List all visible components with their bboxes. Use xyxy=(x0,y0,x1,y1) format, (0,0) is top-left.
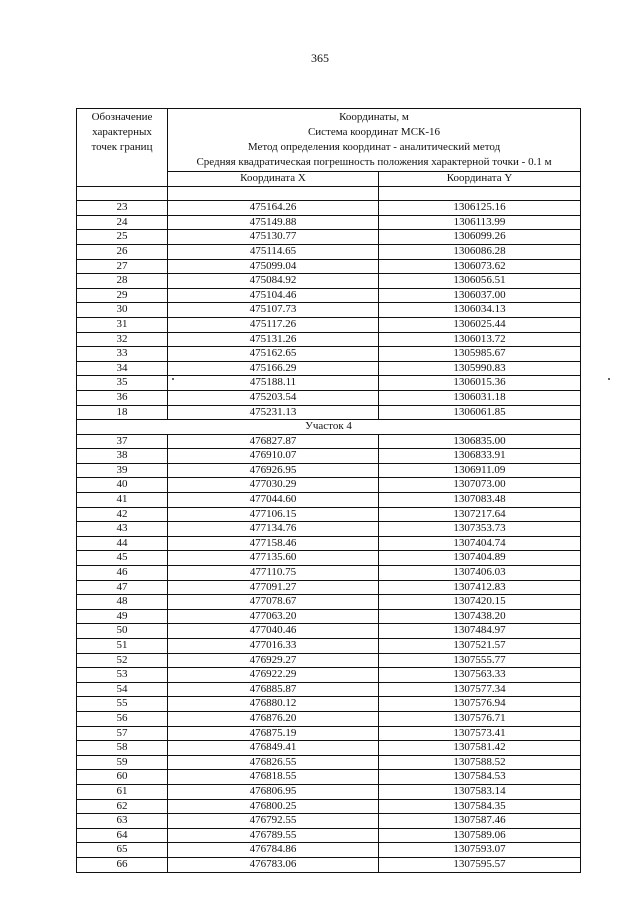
table-row xyxy=(77,536,581,551)
coord-y-cell: 1307576.71 xyxy=(379,711,581,726)
coord-y-cell: 1307412.83 xyxy=(379,580,581,595)
point-number-cell: 27 xyxy=(77,259,168,274)
table-row xyxy=(77,828,581,843)
coord-y-cell: 1307073.00 xyxy=(379,478,581,493)
point-number-cell: 24 xyxy=(77,215,168,230)
coord-x-cell: 477016.33 xyxy=(168,639,379,654)
coord-x-cell: 477106.15 xyxy=(168,507,379,522)
coord-y-cell: 1306025.44 xyxy=(379,317,581,332)
coord-y-cell: 1307521.57 xyxy=(379,639,581,654)
coord-x-cell: 477134.76 xyxy=(168,522,379,537)
coord-y-cell: 1306125.16 xyxy=(379,201,581,216)
point-number-cell: 31 xyxy=(77,317,168,332)
coord-x-cell: 477158.46 xyxy=(168,536,379,551)
point-number-cell: 38 xyxy=(77,449,168,464)
coord-y-cell: 1306113.99 xyxy=(379,215,581,230)
coord-y-cell: 1307583.14 xyxy=(379,784,581,799)
table-row xyxy=(77,843,581,858)
point-number-cell: 26 xyxy=(77,244,168,259)
header-row xyxy=(77,109,581,172)
coord-x-cell: 475149.88 xyxy=(168,215,379,230)
table-row xyxy=(77,668,581,683)
table-row xyxy=(77,434,581,449)
point-number-cell: 62 xyxy=(77,799,168,814)
table-row xyxy=(77,303,581,318)
coord-y-cell: 1306911.09 xyxy=(379,463,581,478)
empty-cell xyxy=(379,186,581,201)
table-row xyxy=(77,580,581,595)
header-main-line: Средняя квадратическая погрешность положения характерной точки - 0.1 м xyxy=(196,156,552,168)
table-row xyxy=(77,726,581,741)
table-row xyxy=(77,449,581,464)
coord-x-cell: 476806.95 xyxy=(168,784,379,799)
point-number-cell: 37 xyxy=(77,434,168,449)
table-row xyxy=(77,230,581,245)
coord-y-cell: 1307404.89 xyxy=(379,551,581,566)
coord-y-cell: 1307581.42 xyxy=(379,741,581,756)
section-title-row xyxy=(77,420,581,435)
scan-dot xyxy=(172,378,174,380)
coord-x-cell: 476783.06 xyxy=(168,857,379,872)
coord-y-cell: 1307584.53 xyxy=(379,770,581,785)
table-row xyxy=(77,317,581,332)
coord-x-cell: 475114.65 xyxy=(168,244,379,259)
table-row xyxy=(77,376,581,391)
coord-y-cell: 1307217.64 xyxy=(379,507,581,522)
coord-x-cell: 477040.46 xyxy=(168,624,379,639)
coord-x-cell: 476885.87 xyxy=(168,682,379,697)
coord-x-cell: 477078.67 xyxy=(168,595,379,610)
coord-x-cell: 475203.54 xyxy=(168,390,379,405)
point-designation-header xyxy=(77,109,168,187)
header-main-line: Метод определения координат - аналитический метод xyxy=(247,141,501,153)
coordinates-table xyxy=(76,108,581,873)
coord-x-cell: 476926.95 xyxy=(168,463,379,478)
point-number-cell: 55 xyxy=(77,697,168,712)
coord-y-cell: 1307404.74 xyxy=(379,536,581,551)
point-number-cell: 18 xyxy=(77,405,168,420)
coord-x-cell: 475104.46 xyxy=(168,288,379,303)
coord-x-cell: 476792.55 xyxy=(168,814,379,829)
coord-x-cell: 476929.27 xyxy=(168,653,379,668)
point-number-cell: 66 xyxy=(77,857,168,872)
table-row xyxy=(77,361,581,376)
coord-y-cell: 1307588.52 xyxy=(379,755,581,770)
point-number-cell: 23 xyxy=(77,201,168,216)
point-number-cell: 46 xyxy=(77,566,168,581)
header-main-line: Система координат МСК-16 xyxy=(307,126,441,138)
table-row xyxy=(77,755,581,770)
table-row xyxy=(77,697,581,712)
coord-x-cell: 476876.20 xyxy=(168,711,379,726)
table-row xyxy=(77,741,581,756)
coord-y-cell: 1307353.73 xyxy=(379,522,581,537)
coord-y-cell: 1306099.26 xyxy=(379,230,581,245)
point-number-cell: 34 xyxy=(77,361,168,376)
coord-y-cell: 1307584.35 xyxy=(379,799,581,814)
coord-x-cell: 475117.26 xyxy=(168,317,379,332)
point-number-cell: 41 xyxy=(77,493,168,508)
coord-x-cell: 475107.73 xyxy=(168,303,379,318)
point-number-cell: 29 xyxy=(77,288,168,303)
coord-y-cell: 1307593.07 xyxy=(379,843,581,858)
coord-y-cell: 1305985.67 xyxy=(379,347,581,362)
coord-x-cell: 475231.13 xyxy=(168,405,379,420)
coordinates-header xyxy=(168,109,581,172)
table-row xyxy=(77,551,581,566)
coord-x-cell: 476818.55 xyxy=(168,770,379,785)
table-row xyxy=(77,682,581,697)
header-left-line: Обозначение xyxy=(91,111,153,123)
table-row xyxy=(77,274,581,289)
scan-dot xyxy=(608,378,610,380)
point-number-cell: 63 xyxy=(77,814,168,829)
coord-y-cell: 1307589.06 xyxy=(379,828,581,843)
coord-y-cell: 1306013.72 xyxy=(379,332,581,347)
empty-cell xyxy=(77,186,168,201)
point-number-cell: 43 xyxy=(77,522,168,537)
table-row xyxy=(77,639,581,654)
coord-y-cell: 1306056.51 xyxy=(379,274,581,289)
table-row xyxy=(77,332,581,347)
point-number-cell: 47 xyxy=(77,580,168,595)
coord-x-cell: 476789.55 xyxy=(168,828,379,843)
coord-x-cell: 476922.29 xyxy=(168,668,379,683)
header-left-line: характерных xyxy=(92,126,152,138)
coord-x-cell: 477091.27 xyxy=(168,580,379,595)
table-row xyxy=(77,653,581,668)
header-main-line: Координаты, м xyxy=(339,111,409,123)
coord-y-cell: 1307555.77 xyxy=(379,653,581,668)
table-row xyxy=(77,478,581,493)
point-number-cell: 51 xyxy=(77,639,168,654)
coord-x-cell: 475130.77 xyxy=(168,230,379,245)
table-row xyxy=(77,770,581,785)
column-y-header: Координата Y xyxy=(379,172,581,187)
coord-y-cell: 1306034.13 xyxy=(379,303,581,318)
coord-y-cell: 1306833.91 xyxy=(379,449,581,464)
point-number-cell: 65 xyxy=(77,843,168,858)
coord-y-cell: 1306031.18 xyxy=(379,390,581,405)
point-number-cell: 64 xyxy=(77,828,168,843)
point-number-cell: 40 xyxy=(77,478,168,493)
table-row xyxy=(77,244,581,259)
point-number-cell: 56 xyxy=(77,711,168,726)
point-number-cell: 50 xyxy=(77,624,168,639)
coord-x-cell: 475099.04 xyxy=(168,259,379,274)
coord-x-cell: 477110.75 xyxy=(168,566,379,581)
coord-y-cell: 1307484.97 xyxy=(379,624,581,639)
coord-x-cell: 475164.26 xyxy=(168,201,379,216)
table-row xyxy=(77,215,581,230)
table-row xyxy=(77,609,581,624)
coord-y-cell: 1307563.33 xyxy=(379,668,581,683)
table-row xyxy=(77,784,581,799)
page-number: 365 xyxy=(311,51,329,65)
coord-y-cell: 1307576.94 xyxy=(379,697,581,712)
coord-x-cell: 476826.55 xyxy=(168,755,379,770)
table-row xyxy=(77,857,581,872)
coord-y-cell: 1306835.00 xyxy=(379,434,581,449)
point-number-cell: 48 xyxy=(77,595,168,610)
point-number-cell: 42 xyxy=(77,507,168,522)
point-number-cell: 28 xyxy=(77,274,168,289)
coord-y-cell: 1307587.46 xyxy=(379,814,581,829)
point-number-cell: 45 xyxy=(77,551,168,566)
point-number-cell: 52 xyxy=(77,653,168,668)
point-number-cell: 60 xyxy=(77,770,168,785)
column-x-header: Координата X xyxy=(168,172,379,187)
table-row xyxy=(77,463,581,478)
point-number-cell: 44 xyxy=(77,536,168,551)
table-row xyxy=(77,259,581,274)
coord-x-cell: 476800.25 xyxy=(168,799,379,814)
point-number-cell: 49 xyxy=(77,609,168,624)
coord-y-cell: 1307406.03 xyxy=(379,566,581,581)
coord-y-cell: 1306015.36 xyxy=(379,376,581,391)
table-row xyxy=(77,405,581,420)
coord-x-cell: 475131.26 xyxy=(168,332,379,347)
coord-x-cell: 476827.87 xyxy=(168,434,379,449)
coord-x-cell: 475188.11 xyxy=(168,376,379,391)
point-number-cell: 58 xyxy=(77,741,168,756)
coord-x-cell: 475084.92 xyxy=(168,274,379,289)
coord-x-cell: 477044.60 xyxy=(168,493,379,508)
coord-y-cell: 1307595.57 xyxy=(379,857,581,872)
point-number-cell: 61 xyxy=(77,784,168,799)
point-number-cell: 36 xyxy=(77,390,168,405)
coord-y-cell: 1307438.20 xyxy=(379,609,581,624)
table-row xyxy=(77,347,581,362)
table-row xyxy=(77,814,581,829)
coord-x-cell: 477063.20 xyxy=(168,609,379,624)
empty-cell xyxy=(168,186,379,201)
coord-x-cell: 476875.19 xyxy=(168,726,379,741)
table-row xyxy=(77,493,581,508)
header-left-line: точек границ xyxy=(91,141,153,153)
coord-y-cell: 1307577.34 xyxy=(379,682,581,697)
coord-y-cell: 1305990.83 xyxy=(379,361,581,376)
coord-x-cell: 477135.60 xyxy=(168,551,379,566)
coord-y-cell: 1307420.15 xyxy=(379,595,581,610)
point-number-cell: 33 xyxy=(77,347,168,362)
table-row xyxy=(77,711,581,726)
coord-y-cell: 1306061.85 xyxy=(379,405,581,420)
point-number-cell: 35 xyxy=(77,376,168,391)
coord-x-cell: 475162.65 xyxy=(168,347,379,362)
coord-x-cell: 476880.12 xyxy=(168,697,379,712)
table-row xyxy=(77,507,581,522)
point-number-cell: 30 xyxy=(77,303,168,318)
coord-x-cell: 476784.86 xyxy=(168,843,379,858)
table-row xyxy=(77,522,581,537)
point-number-cell: 32 xyxy=(77,332,168,347)
table-row xyxy=(77,390,581,405)
point-number-cell: 25 xyxy=(77,230,168,245)
table-row xyxy=(77,624,581,639)
coord-x-cell: 476849.41 xyxy=(168,741,379,756)
point-number-cell: 54 xyxy=(77,682,168,697)
table-row xyxy=(77,595,581,610)
coord-y-cell: 1307573.41 xyxy=(379,726,581,741)
empty-row xyxy=(77,186,581,201)
table-row xyxy=(77,566,581,581)
point-number-cell: 53 xyxy=(77,668,168,683)
coord-x-cell: 477030.29 xyxy=(168,478,379,493)
coord-y-cell: 1306073.62 xyxy=(379,259,581,274)
point-number-cell: 57 xyxy=(77,726,168,741)
coord-y-cell: 1307083.48 xyxy=(379,493,581,508)
point-number-cell: 59 xyxy=(77,755,168,770)
coord-x-cell: 476910.07 xyxy=(168,449,379,464)
coord-x-cell: 475166.29 xyxy=(168,361,379,376)
section-title: Участок 4 xyxy=(77,420,581,435)
coord-y-cell: 1306086.28 xyxy=(379,244,581,259)
table-row xyxy=(77,799,581,814)
point-number-cell: 39 xyxy=(77,463,168,478)
coord-y-cell: 1306037.00 xyxy=(379,288,581,303)
table-row xyxy=(77,201,581,216)
table-row xyxy=(77,288,581,303)
